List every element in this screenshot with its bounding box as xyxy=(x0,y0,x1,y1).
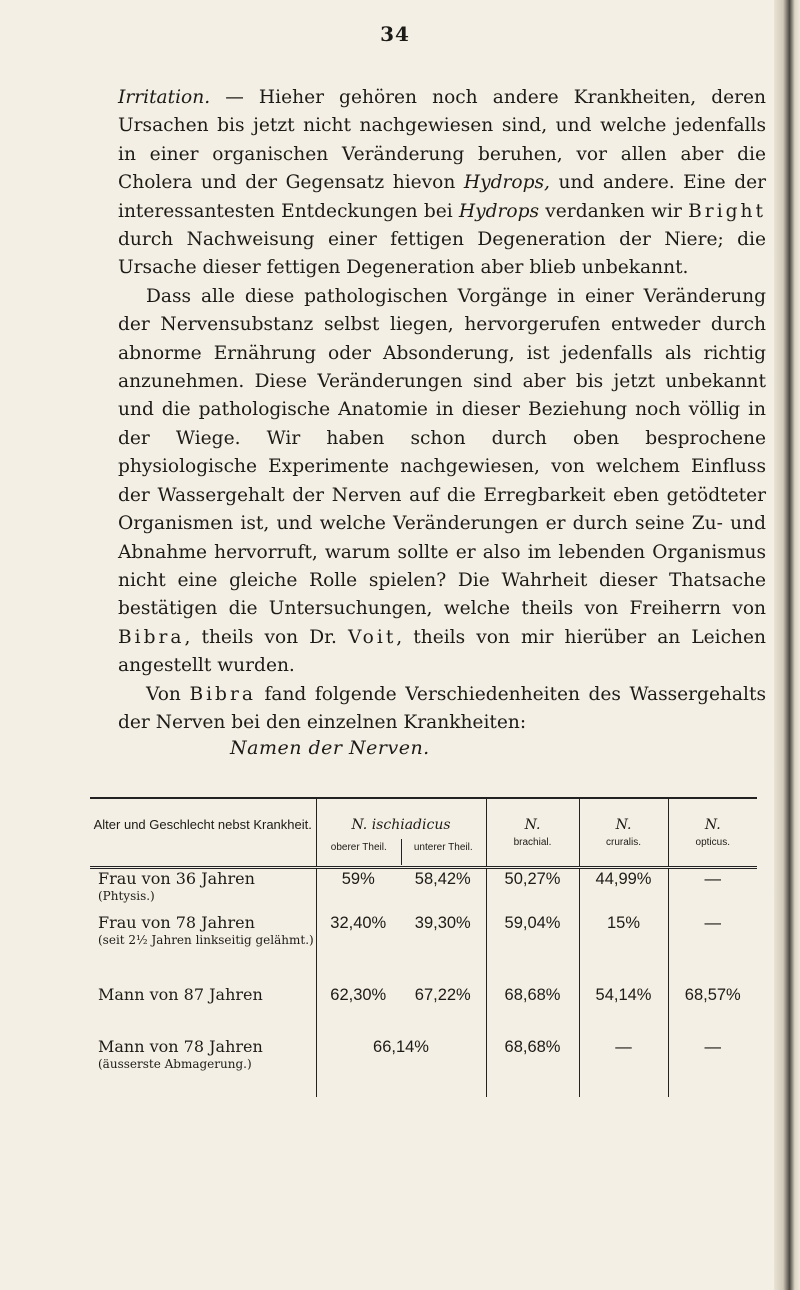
cell-ischiadicus-lower: 67,22% xyxy=(400,985,486,1037)
text-run: , theils von Dr. xyxy=(184,626,348,648)
row-note: (Phtysis.) xyxy=(98,888,155,903)
text-run: Irritation. xyxy=(118,87,211,108)
header-ischiadicus-upper: oberer Theil. xyxy=(330,842,387,853)
header-ischiadicus: N. ischiadicus oberer Theil. unterer Theil. xyxy=(316,798,486,867)
header-opticus: N. opticus. xyxy=(668,798,757,867)
table-caption: Namen der Nerven. xyxy=(230,737,430,759)
cell-ischiadicus-upper: 32,40% xyxy=(330,913,387,932)
text-run: , theils von mir hierüber an Leichen angestellt wurden. xyxy=(118,626,767,677)
cell-cruralis: 44,99% xyxy=(579,867,668,913)
row-label: Mann von 87 Jahren xyxy=(98,984,263,1004)
cell-brachial: 68,68% xyxy=(486,1037,579,1097)
cell-opticus: — xyxy=(704,869,721,888)
header-cruralis: N. cruralis. xyxy=(579,798,668,867)
cell-ischiadicus-combined: 66,14% xyxy=(316,1037,486,1097)
cell-ischiadicus-upper: 59% xyxy=(341,869,375,888)
cell-brachial: 50,27% xyxy=(486,867,579,913)
cell-cruralis: 15% xyxy=(579,913,668,985)
text-run: Bibra xyxy=(118,626,185,648)
text-run: — Hieher gehören noch andere Krankheiten, deren Ursachen bis jetzt nicht nachgewiesen sind, und welche jedenfalls in einer organischen Veränderung beruhen, vor allen aber die Cholera und der Gegensatz hievon xyxy=(118,87,766,194)
text-run: durch Nachweisung einer fettigen Degeneration der Niere; die Ursache dieser fettigen Degeneration aber blieb unbekannt. xyxy=(118,229,766,279)
table-row xyxy=(90,1037,757,1097)
text-run: Dass alle diese pathologischen Vorgänge in einer Veränderung der Nervensubstanz selbst liegen, hervorgerufen entweder durch abnorme Ernährung oder Absonderung, ist jedenfalls als richtig anzunehmen. Diese Veränderungen sind aber bis jetzt unbekannt und die pathologische Anatomie in dieser Beziehung noch völlig in der Wiege. Wir haben schon durch oben besprochene physiologische Experimente nachgewiesen, von welchem Einfluss der Wassergehalt der Nerven auf die Erregbarkeit eben getödteter Organismen ist, und welche Veränderungen er durch seine Zu- und Abnahme hervorruft, warum sollte er also im lebenden Organismus nicht eine gleiche Rolle spielen? Die Wahrheit dieser Thatsache bestätigen die Untersuchungen, welche theils von Freiherrn von xyxy=(118,285,766,620)
cell-ischiadicus-upper: 62,30% xyxy=(330,985,387,1004)
cell-opticus: 68,57% xyxy=(684,985,741,1004)
page-edge-shadow xyxy=(774,0,800,1290)
cell-cruralis: 54,14% xyxy=(579,985,668,1037)
header-brachial: N. brachial. xyxy=(486,798,579,867)
cell-ischiadicus-lower: 58,42% xyxy=(400,867,486,913)
paragraph-2 xyxy=(118,283,766,681)
cell-opticus: — xyxy=(704,1037,721,1056)
table-row xyxy=(90,913,757,985)
body-text xyxy=(118,84,766,737)
table-row xyxy=(90,867,757,913)
row-label: Frau von 36 Jahren xyxy=(98,868,255,888)
text-run: Bibra xyxy=(189,683,256,705)
cell-brachial: 68,68% xyxy=(486,985,579,1037)
header-ischiadicus-lower: unterer Theil. xyxy=(413,842,473,853)
cell-ischiadicus-lower: 39,30% xyxy=(400,913,486,985)
nerve-water-table xyxy=(90,797,757,1097)
header-age: Alter und Geschlecht nebst Krankheit. xyxy=(90,798,316,867)
text-run: Hydrops, xyxy=(463,172,550,194)
cell-cruralis: — xyxy=(579,1037,668,1097)
row-note: (äusserste Abmagerung.) xyxy=(98,1056,252,1071)
text-run: Voit xyxy=(347,626,397,648)
table-row xyxy=(90,985,757,1037)
paragraph-1 xyxy=(118,84,766,283)
row-note: (seit 2½ Jahren linkseitig gelähmt.) xyxy=(98,932,314,947)
text-run: verdanken wir xyxy=(539,200,689,222)
text-run: und andere. Eine der interessantesten Entdeckungen bei xyxy=(118,172,766,222)
cell-brachial: 59,04% xyxy=(486,913,579,985)
page-number: 34 xyxy=(380,22,410,46)
text-run: Von xyxy=(146,683,190,705)
text-run: Bright xyxy=(688,200,766,222)
text-run: fand folgende Verschiedenheiten des Wassergehalts der Nerven bei den einzelnen Krankheiten: xyxy=(118,683,766,733)
paragraph-3 xyxy=(118,681,766,738)
row-label: Mann von 78 Jahren xyxy=(98,1036,263,1056)
row-label: Frau von 78 Jahren xyxy=(98,912,255,932)
cell-opticus: — xyxy=(704,913,721,932)
text-run: Hydrops xyxy=(458,200,540,222)
